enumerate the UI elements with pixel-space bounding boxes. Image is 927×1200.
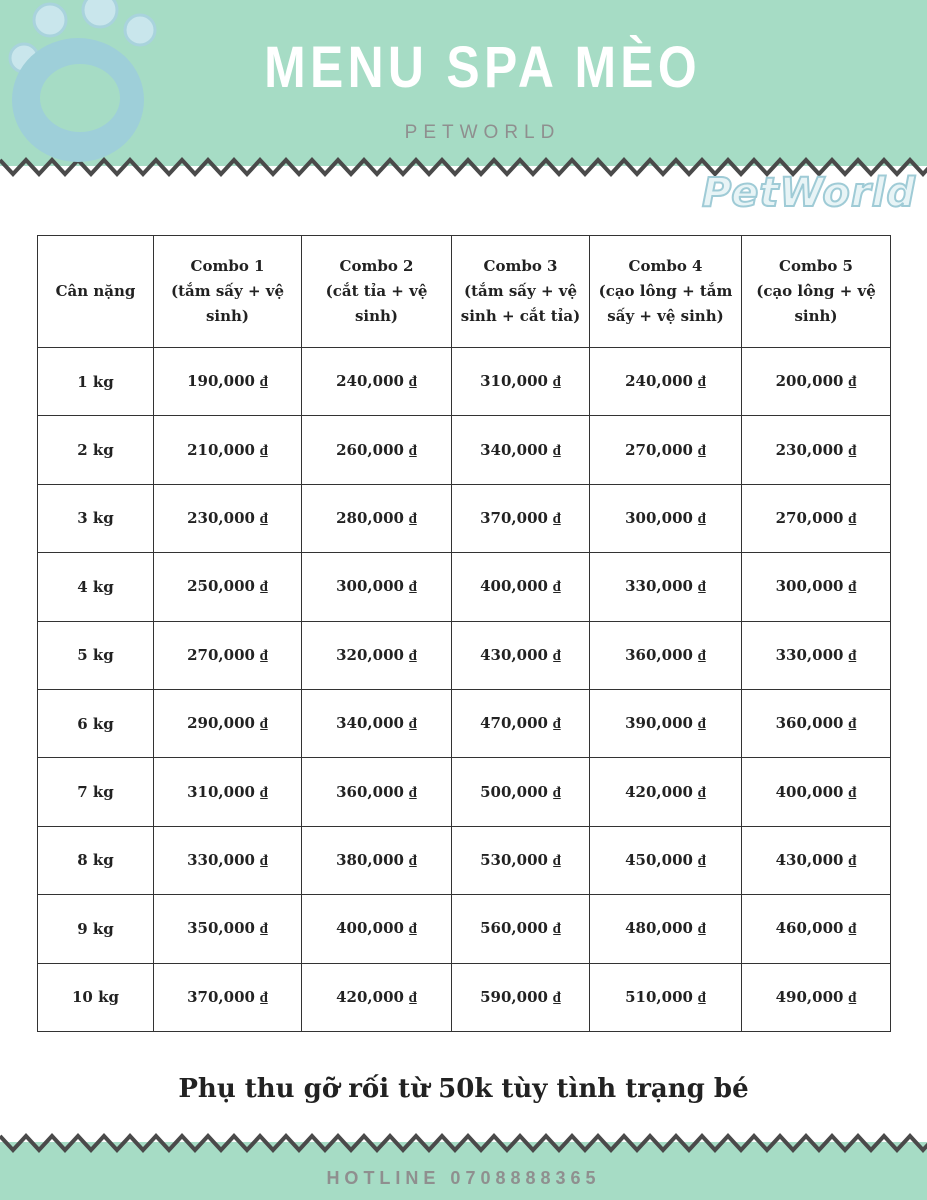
column-header-weight xyxy=(38,236,154,348)
price-cell: 400,000 ₫ xyxy=(452,553,590,621)
table-row xyxy=(38,348,891,416)
header-line: Combo 5 xyxy=(779,257,853,275)
price-cell: 340,000 ₫ xyxy=(452,416,590,484)
price-cell: 300,000 ₫ xyxy=(742,553,891,621)
header-banner xyxy=(0,0,927,216)
table-header-row xyxy=(38,236,891,348)
footer-banner xyxy=(0,1128,927,1200)
header-line: Cân nặng xyxy=(55,282,136,300)
header-line: (cạo lông + vệ xyxy=(756,282,876,300)
price-cell: 290,000 ₫ xyxy=(154,689,302,757)
header-line: (cạo lông + tắm xyxy=(598,282,733,300)
price-cell: 390,000 ₫ xyxy=(590,689,742,757)
price-cell: 240,000 ₫ xyxy=(302,348,452,416)
weight-cell: 3 kg xyxy=(38,484,154,552)
table-row xyxy=(38,553,891,621)
price-cell: 400,000 ₫ xyxy=(742,758,891,826)
surcharge-note: Phụ thu gỡ rối từ 50k tùy tình trạng bé xyxy=(178,1074,749,1104)
price-cell: 360,000 ₫ xyxy=(742,689,891,757)
column-header-combo-1 xyxy=(154,236,302,348)
column-header-combo-5 xyxy=(742,236,891,348)
page-subtitle: PETWORLD xyxy=(404,122,561,143)
price-cell: 380,000 ₫ xyxy=(302,826,452,894)
price-cell: 360,000 ₫ xyxy=(302,758,452,826)
weight-cell: 2 kg xyxy=(38,416,154,484)
weight-cell: 1 kg xyxy=(38,348,154,416)
table-row xyxy=(38,689,891,757)
price-cell: 430,000 ₫ xyxy=(452,621,590,689)
price-cell: 300,000 ₫ xyxy=(590,484,742,552)
price-cell: 420,000 ₫ xyxy=(302,963,452,1031)
table-row xyxy=(38,826,891,894)
footer-background xyxy=(0,1128,927,1200)
hotline-text: HOTLINE 0708888365 xyxy=(326,1168,601,1188)
price-cell: 270,000 ₫ xyxy=(590,416,742,484)
table-row xyxy=(38,963,891,1031)
price-table xyxy=(37,235,891,1032)
column-header-combo-2 xyxy=(302,236,452,348)
price-cell: 370,000 ₫ xyxy=(154,963,302,1031)
price-cell: 340,000 ₫ xyxy=(302,689,452,757)
price-cell: 190,000 ₫ xyxy=(154,348,302,416)
table-row xyxy=(38,758,891,826)
price-cell: 350,000 ₫ xyxy=(154,895,302,963)
price-cell: 330,000 ₫ xyxy=(590,553,742,621)
weight-cell: 8 kg xyxy=(38,826,154,894)
header-line: Combo 3 xyxy=(483,257,558,275)
petworld-logo: PetWorld xyxy=(702,170,916,216)
weight-cell: 10 kg xyxy=(38,963,154,1031)
weight-cell: 4 kg xyxy=(38,553,154,621)
price-cell: 260,000 ₫ xyxy=(302,416,452,484)
price-cell: 510,000 ₫ xyxy=(590,963,742,1031)
table-row xyxy=(38,621,891,689)
price-cell: 310,000 ₫ xyxy=(154,758,302,826)
header-line: sinh) xyxy=(794,307,838,325)
price-cell: 470,000 ₫ xyxy=(452,689,590,757)
weight-cell: 7 kg xyxy=(38,758,154,826)
price-cell: 370,000 ₫ xyxy=(452,484,590,552)
price-cell: 430,000 ₫ xyxy=(742,826,891,894)
price-cell: 200,000 ₫ xyxy=(742,348,891,416)
table-row xyxy=(38,416,891,484)
price-cell: 530,000 ₫ xyxy=(452,826,590,894)
price-cell: 250,000 ₫ xyxy=(154,553,302,621)
price-cell: 330,000 ₫ xyxy=(742,621,891,689)
price-cell: 270,000 ₫ xyxy=(154,621,302,689)
price-cell: 300,000 ₫ xyxy=(302,553,452,621)
header-line: sinh) xyxy=(205,307,250,325)
price-cell: 360,000 ₫ xyxy=(590,621,742,689)
header-line: Combo 1 xyxy=(190,257,265,275)
column-header-combo-3 xyxy=(452,236,590,348)
page-title: MENU SPA MÈO xyxy=(264,35,701,100)
price-cell: 400,000 ₫ xyxy=(302,895,452,963)
table-row xyxy=(38,895,891,963)
price-cell: 310,000 ₫ xyxy=(452,348,590,416)
price-table-body xyxy=(38,348,891,1032)
header-line: (tắm sấy + vệ xyxy=(464,282,577,300)
price-cell: 490,000 ₫ xyxy=(742,963,891,1031)
table-row xyxy=(38,484,891,552)
price-cell: 230,000 ₫ xyxy=(742,416,891,484)
header-line: (cắt tỉa + vệ sinh) xyxy=(325,282,428,325)
header-line: Combo 4 xyxy=(628,257,703,275)
price-cell: 230,000 ₫ xyxy=(154,484,302,552)
column-header-combo-4 xyxy=(590,236,742,348)
header-line: (tắm sấy + vệ xyxy=(171,282,284,300)
weight-cell: 9 kg xyxy=(38,895,154,963)
header-line: sấy + vệ sinh) xyxy=(607,307,724,325)
weight-cell: 5 kg xyxy=(38,621,154,689)
weight-cell: 6 kg xyxy=(38,689,154,757)
price-cell: 500,000 ₫ xyxy=(452,758,590,826)
price-cell: 560,000 ₫ xyxy=(452,895,590,963)
header-line: sinh + cắt tỉa) xyxy=(460,307,581,325)
price-cell: 210,000 ₫ xyxy=(154,416,302,484)
price-cell: 280,000 ₫ xyxy=(302,484,452,552)
price-cell: 240,000 ₫ xyxy=(590,348,742,416)
price-cell: 460,000 ₫ xyxy=(742,895,891,963)
price-cell: 330,000 ₫ xyxy=(154,826,302,894)
price-cell: 420,000 ₫ xyxy=(590,758,742,826)
price-cell: 270,000 ₫ xyxy=(742,484,891,552)
price-cell: 590,000 ₫ xyxy=(452,963,590,1031)
price-cell: 450,000 ₫ xyxy=(590,826,742,894)
header-line: Combo 2 xyxy=(339,257,414,275)
price-cell: 480,000 ₫ xyxy=(590,895,742,963)
price-cell: 320,000 ₫ xyxy=(302,621,452,689)
